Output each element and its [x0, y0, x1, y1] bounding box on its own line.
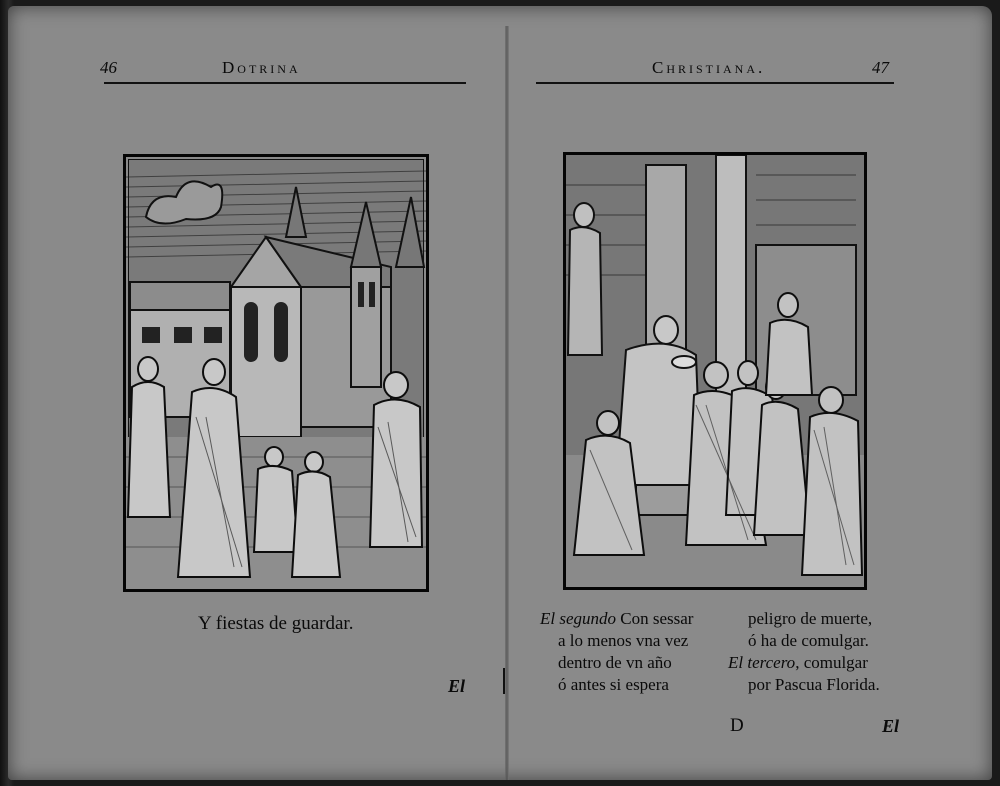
verse-column-left — [540, 608, 693, 696]
left-caption: Y fiestas de guardar. — [198, 613, 354, 634]
verse-column-right — [728, 608, 880, 696]
left-running-head: Dotrina — [222, 58, 301, 77]
book-gutter — [505, 26, 509, 780]
gutter-mark — [503, 668, 505, 694]
left-head-rule — [104, 82, 466, 84]
verse-text: dentro de vn año — [558, 653, 672, 672]
verse-text: ó ha de comulgar. — [748, 631, 869, 650]
left-folio: 46 — [100, 58, 117, 77]
verse-line — [540, 608, 693, 630]
verse-text: por Pascua Florida. — [748, 675, 880, 694]
verse-line — [540, 630, 693, 652]
verse-text: peligro de muerte, — [748, 609, 873, 628]
right-folio: 47 — [872, 58, 889, 77]
verse-line — [540, 674, 693, 696]
woodcut-church-scene — [123, 154, 429, 592]
verse-emphasis: El segundo — [540, 609, 617, 628]
verse-line — [728, 652, 880, 674]
signature-mark: D — [730, 715, 744, 736]
woodcut-communion-scene — [563, 152, 867, 590]
verse-line — [728, 630, 880, 652]
right-running-head: Christiana. — [652, 58, 766, 77]
woodcut-church-image — [126, 157, 426, 589]
verse-text: a lo menos vna vez — [558, 631, 689, 650]
left-catchword: El — [448, 676, 466, 696]
verse-text: , comulgar — [795, 653, 868, 672]
verse-line — [540, 652, 693, 674]
right-head-rule — [536, 82, 894, 84]
verse-emphasis: El tercero — [728, 653, 796, 672]
right-catchword: El — [882, 716, 900, 736]
verse-text: ó antes si espera — [558, 675, 669, 694]
verse-text: Con sessar — [616, 609, 694, 628]
verse-line — [728, 674, 880, 696]
woodcut-communion-image — [566, 155, 864, 587]
verse-line — [728, 608, 880, 630]
